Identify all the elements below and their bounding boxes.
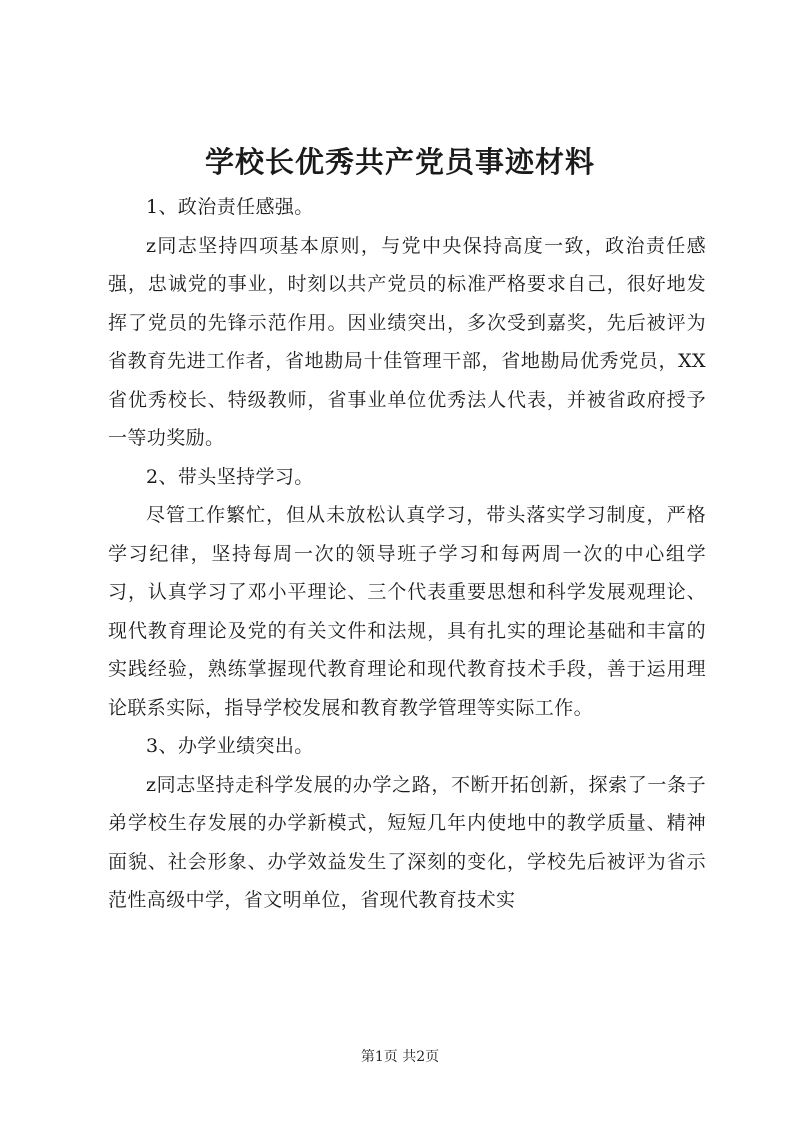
page-number-footer: 第1页 共2页 [360, 1049, 440, 1065]
paragraph-2: 尽管工作繁忙，但从未放松认真学习，带头落实学习制度，严格学习纪律，坚持每周一次的领导班子学习和每两周一次的中心组学习，认真学习了邓小平理论、三个代表重要思想和科学发展观理论、现代教育理论及党的有关文件和法规，具有扎实的理论基础和丰富的实践经验，熟练掌握现代教育理论和现代教育技术手段，善于运用理论联系实际，指导学校发展和教育教学管理等实际工作。 [108, 504, 706, 719]
document-body [108, 188, 706, 920]
paragraph-3: z同志坚持走科学发展的办学之路，不断开拓创新，探索了一条子弟学校生存发展的办学新模式，短短几年内使地中的教学质量、精神面貌、社会形象、办学效益发生了深刻的变化，学校先后被评为省示范性高级中学，省文明单位，省现代教育技术实 [108, 773, 706, 911]
section-heading-1: 1、政治责任感强。 [146, 196, 314, 218]
paragraph-1: z同志坚持四项基本原则，与党中央保持高度一致，政治责任感强，忠诚党的事业，时刻以共产党员的标准严格要求自己，很好地发挥了党员的先锋示范作用。因业绩突出，多次受到嘉奖，先后被评为省教育先进工作者，省地勘局十佳管理干部，省地勘局优秀党员，XX省优秀校长、特级教师，省事业单位优秀法人代表，并被省政府授予一等功奖励。 [108, 234, 706, 449]
document-title: 学校长优秀共产党员事迹材料 [204, 145, 595, 179]
section-heading-3: 3、办学业绩突出。 [146, 735, 314, 757]
section-heading-2: 2、带头坚持学习。 [146, 465, 314, 488]
